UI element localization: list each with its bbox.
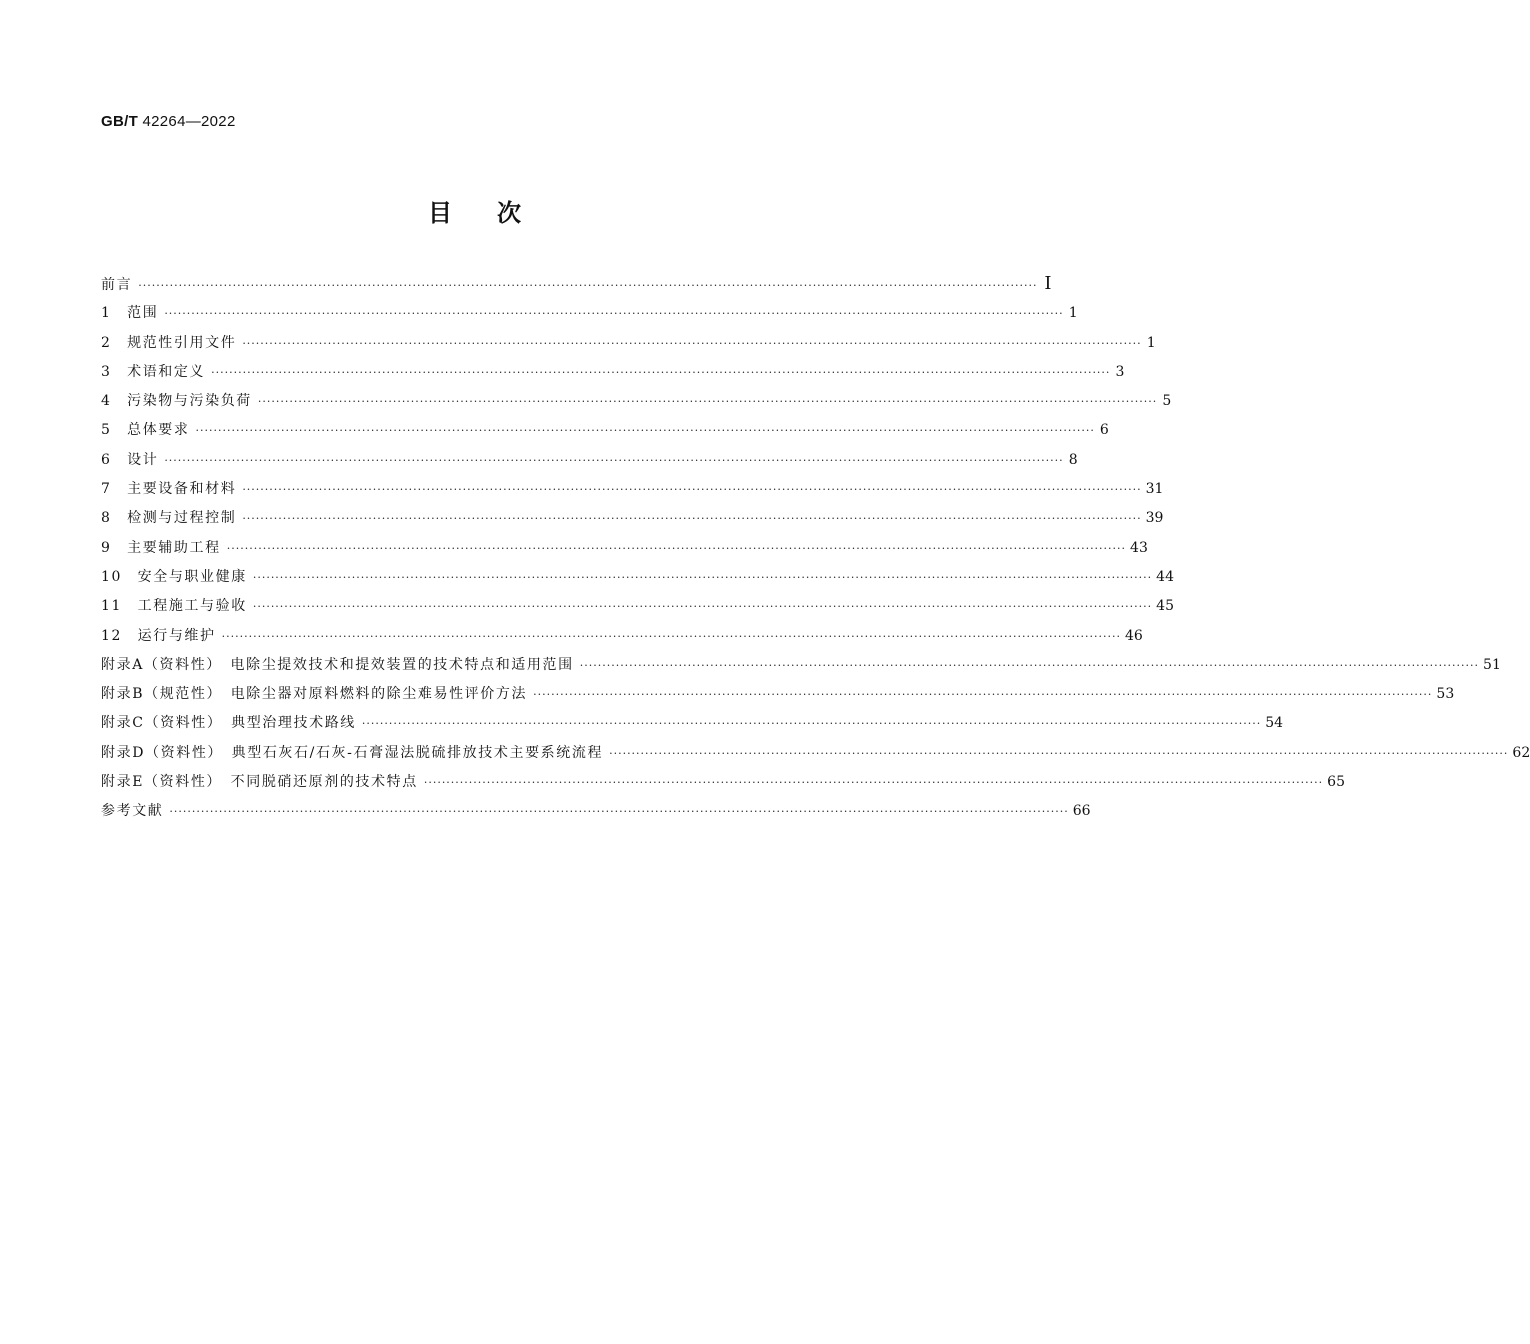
- toc-entry-label: 2 规范性引用文件: [101, 334, 237, 351]
- toc-entry[interactable]: [101, 595, 1174, 624]
- toc-entry-page: 62: [1512, 744, 1530, 761]
- dot-leader: ········································································································································································································: [195, 424, 1095, 438]
- dot-leader: ········································································································································································································: [609, 746, 1509, 760]
- toc-entry[interactable]: [101, 566, 1174, 595]
- toc-entry-page: 45: [1156, 598, 1174, 615]
- dot-leader: ········································································································································································································: [164, 307, 1064, 321]
- toc-entry-page: 66: [1072, 803, 1091, 820]
- toc-entry-page: 44: [1156, 568, 1174, 585]
- dot-leader: ········································································································································································································: [257, 395, 1158, 409]
- toc-entry-label: 5 总体要求: [101, 422, 190, 439]
- toc-entry-page: 31: [1145, 481, 1164, 498]
- dot-leader: ········································································································································································································: [242, 483, 1142, 497]
- toc-entry[interactable]: [101, 742, 1530, 771]
- toc-entry[interactable]: [101, 683, 1455, 712]
- toc-entry[interactable]: [101, 390, 1172, 419]
- title-char: 次: [497, 199, 522, 227]
- toc-entry-label: 附录E（资料性） 不同脱硝还原剂的技术特点: [101, 774, 418, 791]
- toc-entry-label: 10 安全与职业健康: [101, 568, 247, 585]
- dot-leader: ········································································································································································································: [423, 776, 1324, 790]
- standard-number: 42264—2022: [142, 113, 236, 130]
- toc-entry[interactable]: [101, 507, 1164, 536]
- toc-entry-page: 1: [1146, 334, 1156, 351]
- toc-entry-page: 39: [1145, 510, 1164, 527]
- dot-leader: ········································································································································································································: [221, 629, 1121, 643]
- toc-entry-label: 附录A（资料性） 电除尘提效技术和提效装置的技术特点和适用范围: [101, 656, 574, 673]
- toc-entry-page: 8: [1068, 451, 1078, 468]
- toc-entry-page: 65: [1327, 774, 1345, 791]
- toc-entry-label: 附录B（规范性） 电除尘器对原料燃料的除尘难易性评价方法: [101, 686, 528, 703]
- toc-entry[interactable]: [101, 625, 1143, 654]
- toc-entry-page: 51: [1483, 656, 1501, 673]
- document-code: [101, 113, 236, 130]
- dot-leader: ········································································································································································································: [252, 570, 1153, 584]
- toc-entry[interactable]: [101, 449, 1078, 478]
- dot-leader: ········································································································································································································: [579, 658, 1480, 672]
- toc-entry-page: Ⅰ: [1044, 273, 1052, 294]
- toc-entry[interactable]: [101, 654, 1501, 683]
- toc-entry-label: 附录D（资料性） 典型石灰石/石灰-石膏湿法脱硫排放技术主要系统流程: [101, 744, 604, 761]
- page-title: [0, 193, 950, 228]
- toc-entry-label: 附录C（资料性） 典型治理技术路线: [101, 715, 356, 732]
- toc-entry[interactable]: [101, 771, 1345, 800]
- dot-leader: ········································································································································································································: [169, 805, 1069, 819]
- toc-entry-label: 8 检测与过程控制: [101, 510, 237, 527]
- toc-entry-label: 11 工程施工与验收: [101, 598, 247, 615]
- table-of-contents: [101, 273, 1530, 830]
- toc-entry-label: 4 污染物与污染负荷: [101, 393, 252, 410]
- dot-leader: ········································································································································································································: [361, 717, 1262, 731]
- dot-leader: ········································································································································································································: [533, 688, 1433, 702]
- toc-entry-page: 54: [1265, 715, 1284, 732]
- toc-entry-page: 3: [1115, 363, 1125, 380]
- toc-entry-label: 参考文献: [101, 803, 164, 820]
- toc-entry-label: 12 运行与维护: [101, 627, 216, 644]
- toc-entry[interactable]: [101, 419, 1109, 448]
- toc-entry[interactable]: [101, 302, 1078, 331]
- toc-entry-page: 6: [1099, 422, 1109, 439]
- dot-leader: ········································································································································································································: [138, 279, 1038, 292]
- toc-entry-label: 6 设计: [101, 451, 159, 468]
- toc-entry-label: 1 范围: [101, 305, 159, 322]
- toc-entry-label: 9 主要辅助工程: [101, 539, 221, 556]
- toc-entry[interactable]: [101, 361, 1125, 390]
- toc-entry-page: 46: [1124, 627, 1143, 644]
- toc-entry[interactable]: [101, 712, 1284, 741]
- toc-entry-label: 前言: [101, 277, 133, 293]
- toc-entry-page: 5: [1162, 393, 1172, 410]
- standard-prefix: GB/T: [101, 113, 139, 130]
- dot-leader: ········································································································································································································: [242, 336, 1142, 350]
- toc-entry-page: 53: [1436, 686, 1455, 703]
- toc-entry-page: 1: [1068, 305, 1078, 322]
- toc-entry-label: 7 主要设备和材料: [101, 481, 237, 498]
- dot-leader: ········································································································································································································: [252, 600, 1153, 614]
- toc-entry-label: 3 术语和定义: [101, 363, 206, 380]
- toc-entry-page: 43: [1130, 539, 1148, 556]
- dot-leader: ········································································································································································································: [226, 541, 1127, 555]
- title-char: 目: [428, 199, 453, 227]
- toc-entry[interactable]: [101, 332, 1156, 361]
- toc-entry[interactable]: [101, 273, 1052, 302]
- dot-leader: ········································································································································································································: [211, 365, 1111, 379]
- dot-leader: ········································································································································································································: [164, 453, 1064, 467]
- toc-entry[interactable]: [101, 800, 1091, 829]
- dot-leader: ········································································································································································································: [242, 512, 1142, 526]
- toc-entry[interactable]: [101, 478, 1164, 507]
- toc-entry[interactable]: [101, 537, 1148, 566]
